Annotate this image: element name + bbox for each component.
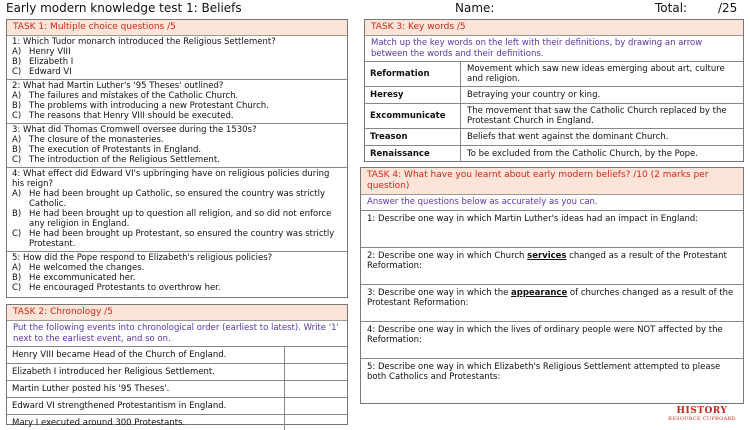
definition[interactable]: Movement which saw new ideas emerging about art, culture and religion. [467,64,725,84]
question-5 [7,252,347,295]
task2-box [6,304,348,428]
page-header [0,0,750,18]
order-answer-cell[interactable] [285,415,347,430]
chronology-row [7,398,347,415]
question-text: 3: What did Thomas Cromwell oversee during the 1530s? [12,125,257,135]
keyword[interactable]: Treason [365,129,461,145]
task2-instructions: Put the following events into chronological order (earliest to latest). Write '1' next to the earliest event, and so on. [7,321,347,347]
event-text: Mary I executed around 300 Protestants. [7,415,285,430]
keyword-row [365,87,743,104]
option-b[interactable]: B) He excommunicated her. [12,273,136,283]
task3-instructions: Match up the key words on the left with their definitions, by drawing an arrow between the words and their definitions. [365,36,743,62]
task4-instructions: Answer the questions below as accurately as you can. [361,195,743,211]
option-c[interactable]: C) He had been brought up Protestant, so ensured the country was strictly Protestant. [12,229,335,249]
written-question-4[interactable]: 4: Describe one way in which the lives of ordinary people were NOT affected by the Reformation: [361,322,743,359]
event-text: Martin Luther posted his '95 Theses'. [7,381,285,397]
option-a[interactable]: A) Henry VIII [12,47,71,57]
keywords-table [365,62,743,162]
history-resource-cupboard-logo [660,406,744,423]
order-answer-cell[interactable] [285,364,347,380]
option-a[interactable]: A) He had been brought up Catholic, so ensured the country was strictly Catholic. [12,189,325,209]
keyword[interactable]: Reformation [365,62,461,86]
task1-heading: TASK 1: Multiple choice questions /5 [7,20,347,36]
task4-box [360,167,744,404]
emphasis-services: services [527,250,567,261]
order-answer-cell[interactable] [285,381,347,397]
total-label: Total: [655,1,688,15]
option-c[interactable]: C) He encouraged Protestants to overthrow her. [12,283,221,293]
event-text: Henry VIII became Head of the Church of England. [7,347,285,363]
question-text: 1: Which Tudor monarch introduced the Religious Settlement? [12,37,276,47]
definition[interactable]: The movement that saw the Catholic Church replaced by the Protestant Church in England. [467,106,727,126]
chronology-row [7,347,347,364]
event-text: Edward VI strengthened Protestantism in England. [7,398,285,414]
total-value: /25 [718,1,738,15]
order-answer-cell[interactable] [285,347,347,363]
option-a[interactable]: A) The closure of the monasteries. [12,135,164,145]
definition[interactable]: Betraying your country or king. [467,90,601,100]
chronology-row [7,415,347,430]
question-1 [7,36,347,80]
option-b[interactable]: B) The problems with introducing a new Protestant Church. [12,101,269,111]
keyword[interactable]: Heresy [365,87,461,103]
question-text: 5: How did the Pope respond to Elizabeth's religious policies? [12,253,273,263]
task1-box [6,19,348,298]
keyword-row [365,146,743,162]
keyword-row [365,104,743,129]
option-c[interactable]: C) Edward VI [12,67,72,77]
question-text: 2: What had Martin Luther's '95 Theses' outlined? [12,81,224,91]
keyword[interactable]: Renaissance [365,146,461,162]
written-question-3[interactable]: 3: Describe one way in which the appearance of churches changed as a result of the Protestant Reformation: [361,285,743,322]
page-title: Early modern knowledge test 1: Beliefs [6,1,242,15]
task3-heading: TASK 3: Key words /5 [365,20,743,36]
task1-questions [7,36,347,295]
order-answer-cell[interactable] [285,398,347,414]
written-question-1[interactable]: 1: Describe one way in which Martin Luther's ideas had an impact in England: [361,211,743,248]
option-b[interactable]: B) The execution of Protestants in England. [12,145,202,155]
task4-questions [361,211,743,396]
question-2 [7,80,347,124]
written-question-2[interactable]: 2: Describe one way in which Church services changed as a result of the Protestant Reformation: [361,248,743,285]
option-b[interactable]: B) Elizabeth I [12,57,74,67]
task4-heading: TASK 4: What have you learnt about early modern beliefs? /10 (2 marks per question) [361,168,743,195]
keyword-row [365,129,743,146]
keyword[interactable]: Excommunicate [365,104,461,128]
name-label: Name: [455,1,495,15]
logo-line-1: HISTORY [676,406,728,416]
written-question-5[interactable]: 5: Describe one way in which Elizabeth's Religious Settlement attempted to please both Catholics and Protestants: [367,361,721,382]
question-text: 4: What effect did Edward VI's upbringing have on religious policies during his reign? [12,169,330,189]
chronology-row [7,364,347,381]
keyword-row [365,62,743,87]
option-c[interactable]: C) The introduction of the Religious Settlement. [12,155,220,165]
emphasis-appearance: appearance [511,287,568,298]
definition[interactable]: To be excluded from the Catholic Church, by the Pope. [467,149,698,159]
question-3 [7,124,347,168]
task2-heading: TASK 2: Chronology /5 [7,305,347,321]
chronology-row [7,381,347,398]
task3-box [364,19,744,162]
option-b[interactable]: B) He had been brought up to question all religion, and so did not enforce any religion in England. [12,209,332,229]
definition[interactable]: Beliefs that went against the dominant Church. [467,132,669,142]
option-a[interactable]: A) He welcomed the changes. [12,263,145,273]
chronology-table [7,347,347,430]
option-c[interactable]: C) The reasons that Henry VIII should be executed. [12,111,234,121]
option-a[interactable]: A) The failures and mistakes of the Catholic Church. [12,91,239,101]
question-4 [7,168,347,252]
logo-line-2: RESOURCE CUPBOARD [668,416,736,422]
event-text: Elizabeth I introduced her Religious Settlement. [7,364,285,380]
